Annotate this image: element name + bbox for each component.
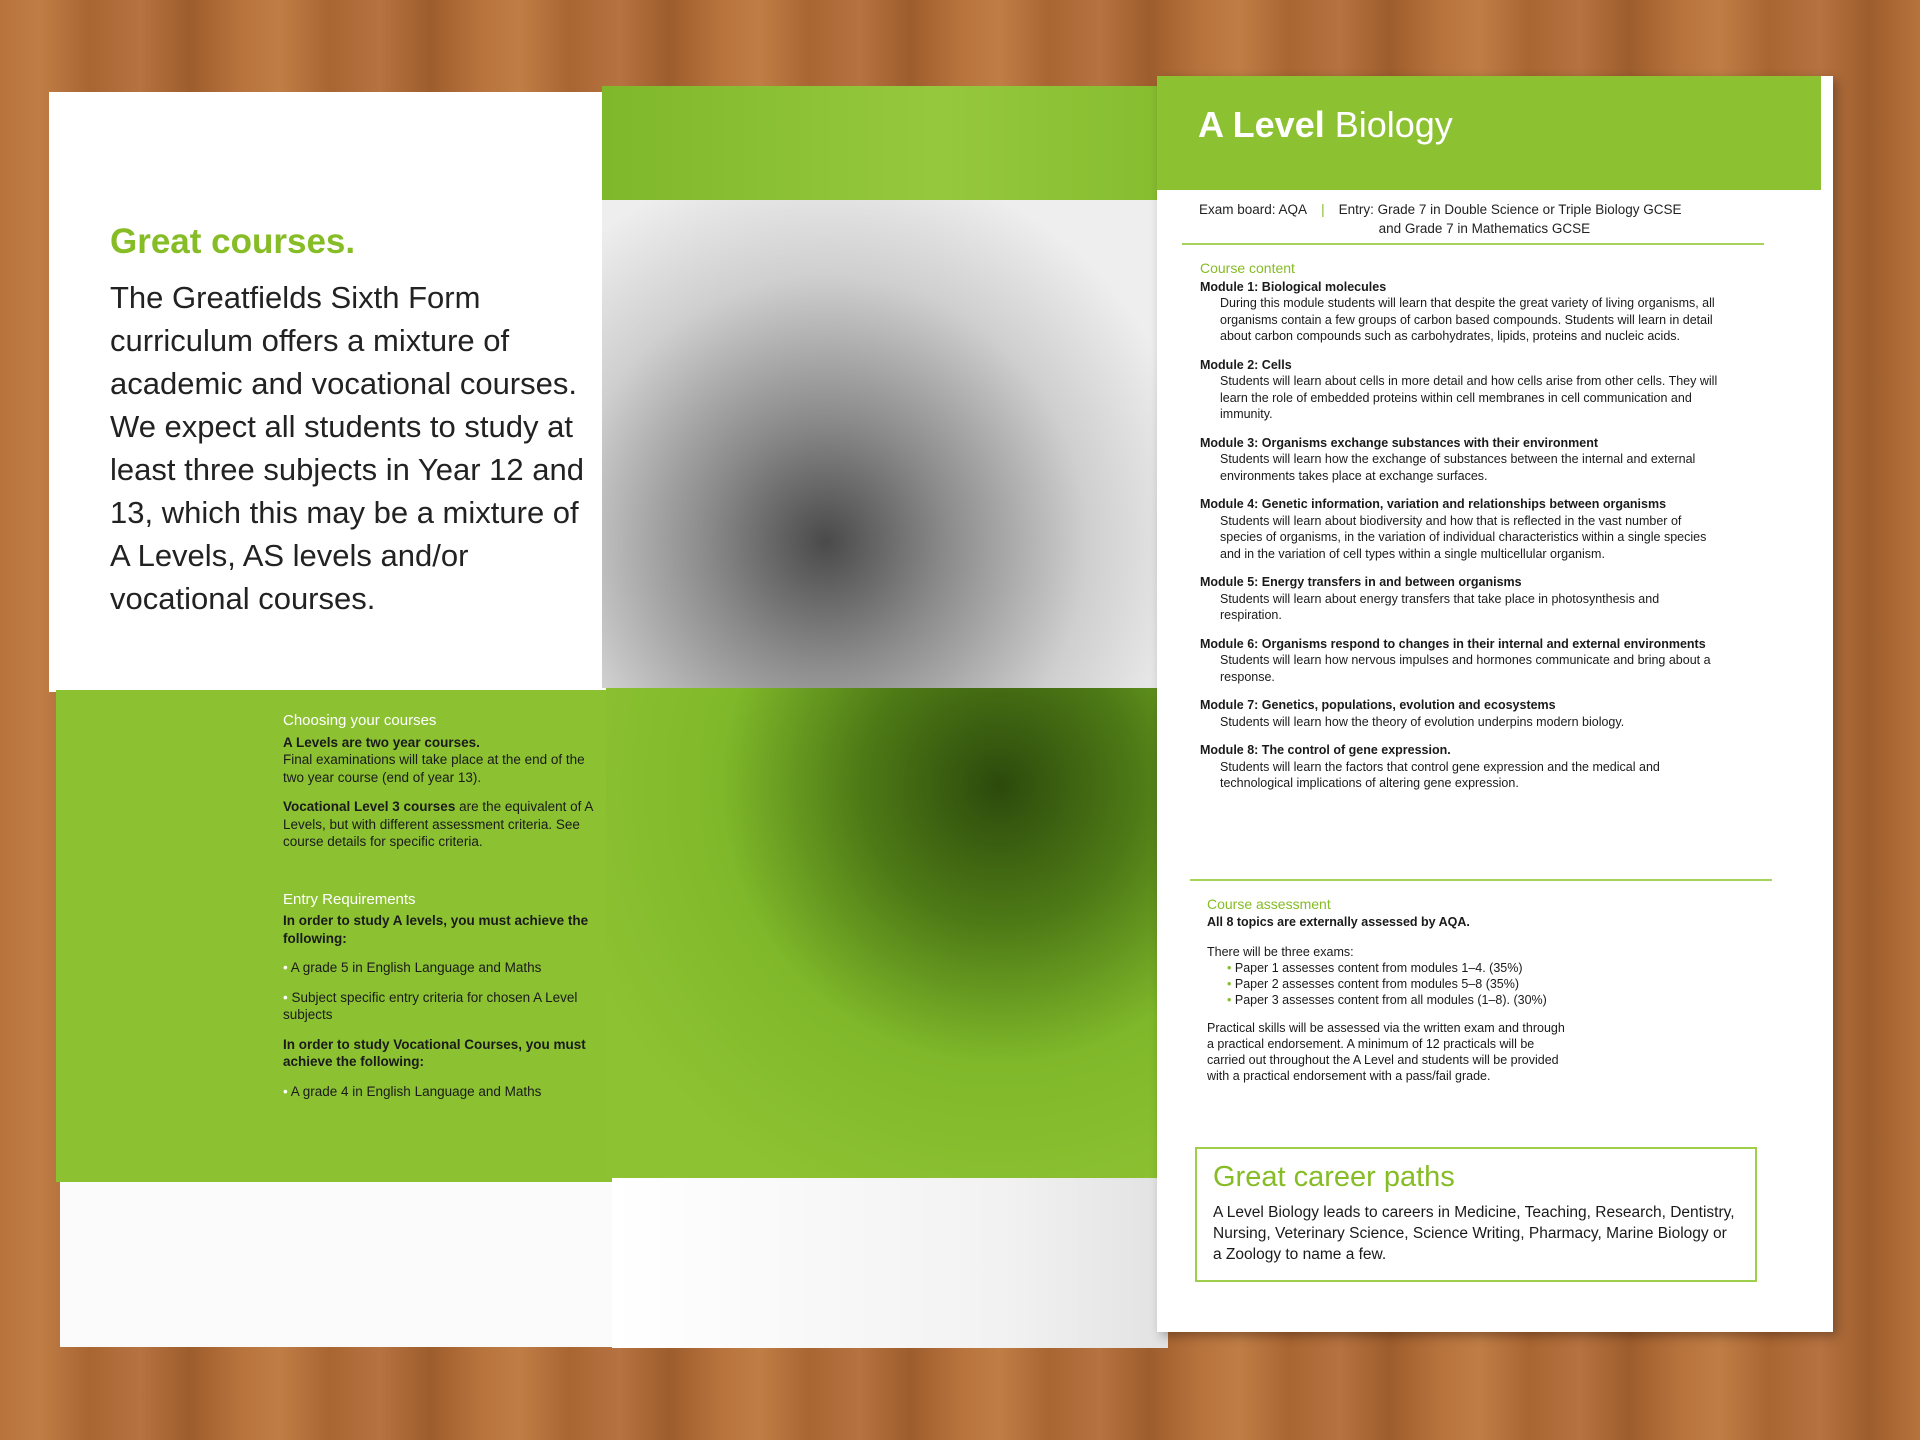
module-title: Module 5: Energy transfers in and between organisms [1200,575,1522,589]
petri-dish-photo [606,688,1168,1178]
divider [1190,879,1772,881]
plant-photo [602,200,1162,688]
entry-item: • A grade 4 in English Language and Maths [283,1083,593,1101]
entry-a-level-intro: In order to study A levels, you must achieve the following: [283,913,589,946]
course-content [1200,260,1720,804]
module-text: Students will learn about biodiversity and how that is reflected in the vast number of species of organisms, in the variation of individual characteristics within a single species and in the variation of cell types within a single multicellular organism. [1220,513,1707,561]
exam-list [1207,960,1627,1008]
course-assessment [1207,896,1627,1084]
exam-info [1199,200,1682,238]
intro-paragraph: The Greatfields Sixth Form curriculum offers a mixture of academic and vocational courses. We expect all students to study at least three subjects in Year 12 and 13, which this may be a mixture of A Levels, AS levels and/or vocational courses. [110,280,584,616]
assessment-bold: All 8 topics are externally assessed by AQA. [1207,915,1470,929]
vocational-bold: Vocational Level 3 courses [283,799,456,814]
page-title [1198,104,1453,146]
module-text: During this module students will learn that despite the great variety of living organisms, all organisms contain a few groups of carbon based compounds. Students will learn in detail about carbon compounds such as carbohydrates, lipids, proteins and nucleic acids. [1220,296,1715,343]
a-levels-bold: A Levels are two year courses. [283,734,480,750]
module-item [1200,742,1720,792]
module-text: Students will learn how the theory of evolution underpins modern biology. [1220,714,1625,729]
photo-page-footer [612,1178,1168,1348]
assessment-title: Course assessment [1207,896,1331,912]
module-item [1200,697,1720,730]
module-item [1200,357,1720,423]
title-rest: Biology [1324,104,1453,145]
divider [1182,243,1764,245]
separator: | [1321,202,1325,217]
left-page-footer [60,1182,620,1347]
module-item [1200,574,1720,624]
module-text: Students will learn about cells in more detail and how cells arise from other cells. They will learn the role of embedded proteins within cell membranes in cell communication and immunity. [1220,374,1718,421]
heading-great-courses: Great courses. [110,222,356,261]
module-title: Module 2: Cells [1200,357,1292,372]
entry-line-1: Entry: Grade 7 in Double Science or Triple Biology GCSE [1338,202,1682,217]
module-item [1200,279,1720,345]
module-text: Students will learn how the exchange of substances between the internal and external environments takes place at exchange surfaces. [1220,452,1696,483]
exams-intro: There will be three exams: [1207,945,1354,959]
module-item [1200,496,1720,562]
choosing-section [283,712,593,1112]
entry-item: • Subject specific entry criteria for chosen A Level subjects [283,989,593,1024]
module-text: Students will learn how nervous impulses and hormones communicate and bring about a response. [1220,653,1711,684]
module-text: Students will learn about energy transfers that take place in photosynthesis and respiration. [1220,591,1660,622]
module-item [1200,636,1720,686]
module-list [1200,279,1720,792]
module-title: Module 6: Organisms respond to changes in their internal and external environments [1200,636,1706,651]
photo-green-top [602,86,1162,200]
a-levels-text: Final examinations will take place at the end of the two year course (end of year 13). [283,752,585,785]
module-title: Module 7: Genetics, populations, evolution and ecosystems [1200,698,1556,712]
practical-text: Practical skills will be assessed via the written exam and through a practical endorsement. A minimum of 12 practicals will be carried out throughout the A Level and students will be provided with a practical endorsement with a pass/fail grade. [1207,1021,1565,1083]
module-title: Module 3: Organisms exchange substances with their environment [1200,435,1599,450]
course-content-title: Course content [1200,260,1295,276]
module-title: Module 4: Genetic information, variation and relationships between organisms [1200,497,1667,511]
module-title: Module 8: The control of gene expression. [1200,743,1451,757]
career-box [1195,1147,1757,1282]
choosing-title: Choosing your courses [283,712,437,729]
module-title: Module 1: Biological molecules [1200,279,1387,294]
module-text: Students will learn the factors that control gene expression and the medical and technological implications of altering gene expression. [1220,759,1660,790]
vocational-text: are the equivalent of A Levels, but with different assessment criteria. See course details for specific criteria. [283,799,593,849]
exam-item: • Paper 3 assesses content from all modules (1–8). (30%) [1227,992,1627,1008]
career-text: A Level Biology leads to careers in Medicine, Teaching, Research, Dentistry, Nursing, Veterinary Science, Science Writing, Pharmacy, Marine Biology or a Zoology to name a few. [1213,1204,1735,1263]
exam-item: • Paper 1 assesses content from modules 1–4. (35%) [1227,960,1627,976]
exam-board: Exam board: AQA [1199,202,1308,217]
exam-item: • Paper 2 assesses content from modules 5–8 (35%) [1227,976,1627,992]
title-bold: A Level [1198,104,1325,145]
module-item [1200,435,1720,485]
entry-title: Entry Requirements [283,890,416,908]
entry-vocational-intro: In order to study Vocational Courses, you must achieve the following: [283,1036,586,1069]
career-title: Great career paths [1213,1161,1455,1193]
entry-line-2: and Grade 7 in Mathematics GCSE [1378,221,1591,236]
entry-item: • A grade 5 in English Language and Maths [283,959,593,977]
